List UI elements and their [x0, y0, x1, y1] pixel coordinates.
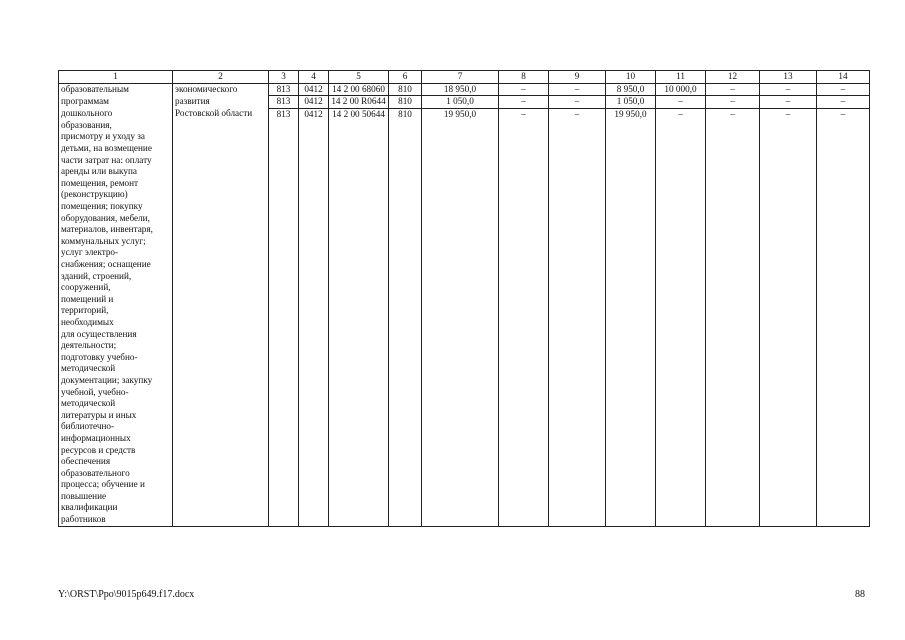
header-cell: 11 [656, 71, 706, 84]
column-number-row [59, 71, 870, 84]
header-cell: 8 [499, 71, 549, 84]
header-cell: 7 [422, 71, 499, 84]
value-cell: – [706, 83, 760, 96]
administrator-cell: Ростовской области [173, 108, 269, 526]
total-cell: 19 950,0 [422, 108, 499, 526]
program-description-cell: программам [59, 96, 173, 109]
value-cell: – [656, 108, 706, 526]
budget-table [58, 70, 870, 527]
header-cell: 2 [173, 71, 269, 84]
header-cell: 6 [389, 71, 422, 84]
header-cell: 9 [549, 71, 606, 84]
total-cell: 18 950,0 [422, 83, 499, 96]
value-cell: – [706, 96, 760, 109]
table-row [59, 83, 870, 96]
value-cell: – [817, 83, 870, 96]
value-cell: – [549, 83, 606, 96]
page-number: 88 [855, 589, 865, 600]
value-cell: – [499, 108, 549, 526]
value-cell: – [760, 96, 817, 109]
header-cell: 1 [59, 71, 173, 84]
section-code-cell: 0412 [299, 108, 329, 526]
header-cell: 10 [606, 71, 656, 84]
header-cell: 3 [269, 71, 299, 84]
header-cell: 4 [299, 71, 329, 84]
program-description-cell: дошкольного образования, присмотру и уходу за детьми, на возмещение части затрат на: оплату аренды или выкупа помещения, ремонт (реконструкцию) помещения; покупку оборудования, мебели, материалов, инвентаря, коммунальных услуг; услуг электро- снабжения; оснащение зданий, строений, сооружений, помещений и территорий, необходимых для осуществления деятельности; подготовку учебно- методической документации; закупку учебной, учебно- методической литературы и иных библиотечно- информационных ресурсов и средств обеспечения образовательного процесса; обучение и повышение квалификации работников [59, 108, 173, 526]
value-cell: – [706, 108, 760, 526]
header-cell: 14 [817, 71, 870, 84]
expense-type-cell: 810 [389, 96, 422, 109]
value-cell: – [549, 96, 606, 109]
table-row [59, 108, 870, 526]
value-cell: 8 950,0 [606, 83, 656, 96]
target-article-cell: 14 2 00 R0644 [329, 96, 389, 109]
administrator-cell: развития [173, 96, 269, 109]
section-code-cell: 0412 [299, 96, 329, 109]
administrator-cell: экономического [173, 83, 269, 96]
target-article-cell: 14 2 00 68060 [329, 83, 389, 96]
value-cell: – [656, 96, 706, 109]
target-article-cell: 14 2 00 50644 [329, 108, 389, 526]
expense-type-cell: 810 [389, 83, 422, 96]
value-cell: – [760, 108, 817, 526]
value-cell: – [499, 83, 549, 96]
expense-type-cell: 810 [389, 108, 422, 526]
grbs-code-cell: 813 [269, 108, 299, 526]
program-description-cell: образовательным [59, 83, 173, 96]
header-cell: 5 [329, 71, 389, 84]
section-code-cell: 0412 [299, 83, 329, 96]
document-file-path: Y:\ORST\Ppo\9015p649.f17.docx [58, 589, 195, 600]
value-cell: 10 000,0 [656, 83, 706, 96]
value-cell: 1 050,0 [606, 96, 656, 109]
total-cell: 1 050,0 [422, 96, 499, 109]
value-cell: – [760, 83, 817, 96]
grbs-code-cell: 813 [269, 96, 299, 109]
value-cell: – [549, 108, 606, 526]
table-row [59, 96, 870, 109]
header-cell: 12 [706, 71, 760, 84]
header-cell: 13 [760, 71, 817, 84]
value-cell: – [499, 96, 549, 109]
grbs-code-cell: 813 [269, 83, 299, 96]
value-cell: – [817, 108, 870, 526]
value-cell: – [817, 96, 870, 109]
value-cell: 19 950,0 [606, 108, 656, 526]
